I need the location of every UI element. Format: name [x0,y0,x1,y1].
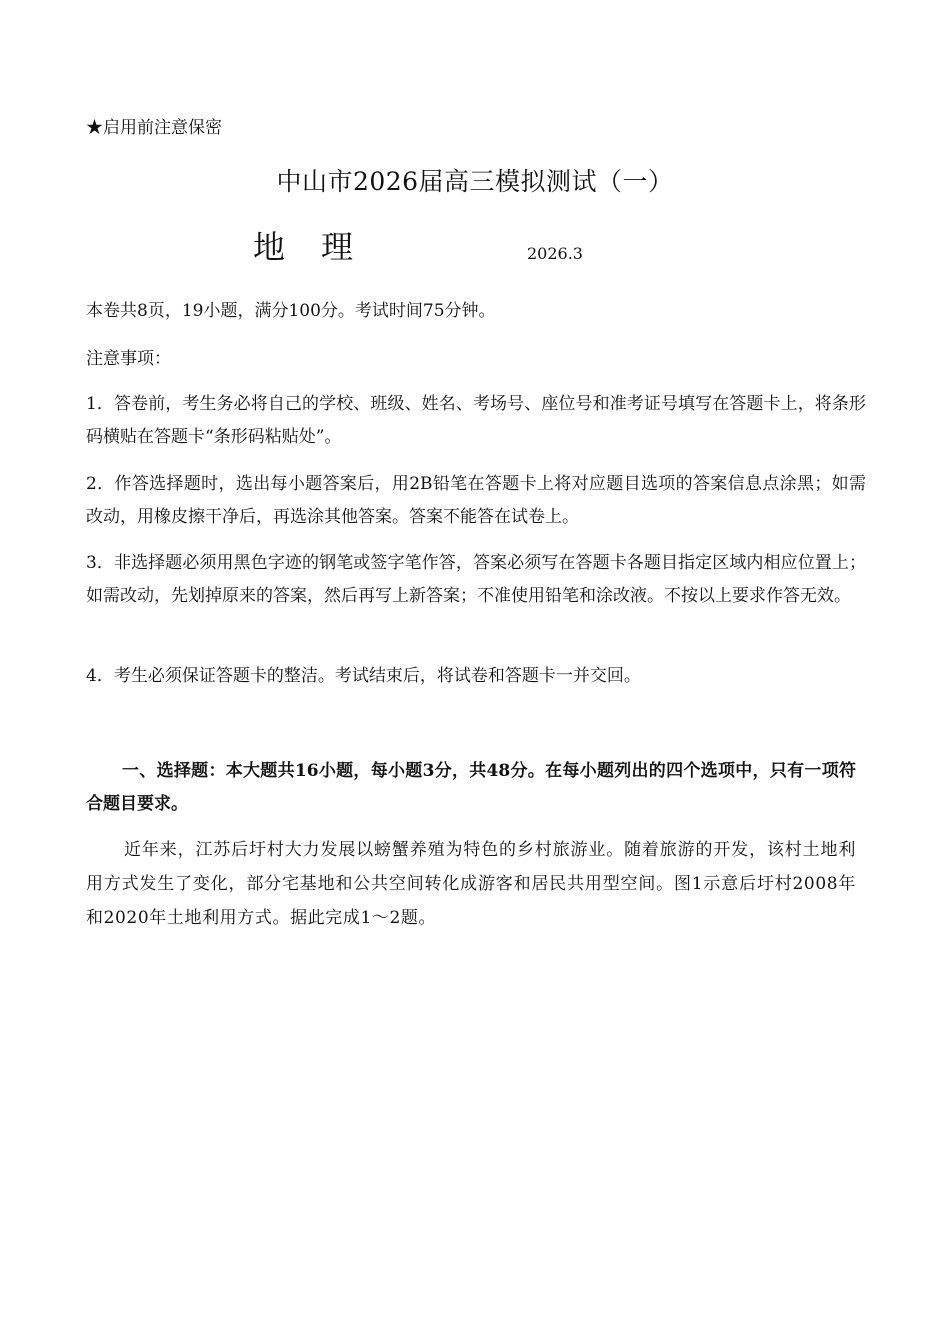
notes-heading: 注意事项： [86,349,171,369]
note-item: 1．答卷前，考生务必将自己的学校、班级、姓名、考场号、座位号和准考证号填写在答题卡上，将条形码横贴在答题卡“条形码粘贴处”。 [86,394,866,447]
subject-title: 地理 [253,228,390,266]
note-item: 3．非选择题必须用黑色字迹的钢笔或签字笔作答，答案必须写在答题卡各题目指定区域内相应位置上；如需改动，先划掉原来的答案，然后再写上新答案；不准使用铅笔和涂改液。不按以上要求作答无效。 [86,553,866,606]
question-passage: 近年来，江苏后圩村大力发展以螃蟹养殖为特色的乡村旅游业。随着旅游的开发，该村土地利用方式发生了变化，部分宅基地和公共空间转化成游客和居民共用型空间。图1示意后圩村2008年和2020年土地利用方式。据此完成1～2题。 [86,840,856,928]
confidential-notice: ★启用前注意保密 [86,118,222,138]
exam-info: 本卷共8页，19小题，满分100分。考试时间75分钟。 [86,301,496,321]
exam-title: 中山市2026届高三模拟测试（一） [276,167,674,196]
note-item: 2．作答选择题时，选出每小题答案后，用2B铅笔在答题卡上将对应题目选项的答案信息点涂黑；如需改动，用橡皮擦干净后，再选涂其他答案。答案不能答在试卷上。 [86,474,866,527]
section-title: 一、选择题：本大题共16小题，每小题3分，共48分。在每小题列出的四个选项中，只有一项符合题目要求。 [86,761,856,814]
note-item: 4．考生必须保证答题卡的整洁。考试结束后，将试卷和答题卡一并交回。 [86,666,641,686]
exam-date: 2026.3 [527,244,583,263]
